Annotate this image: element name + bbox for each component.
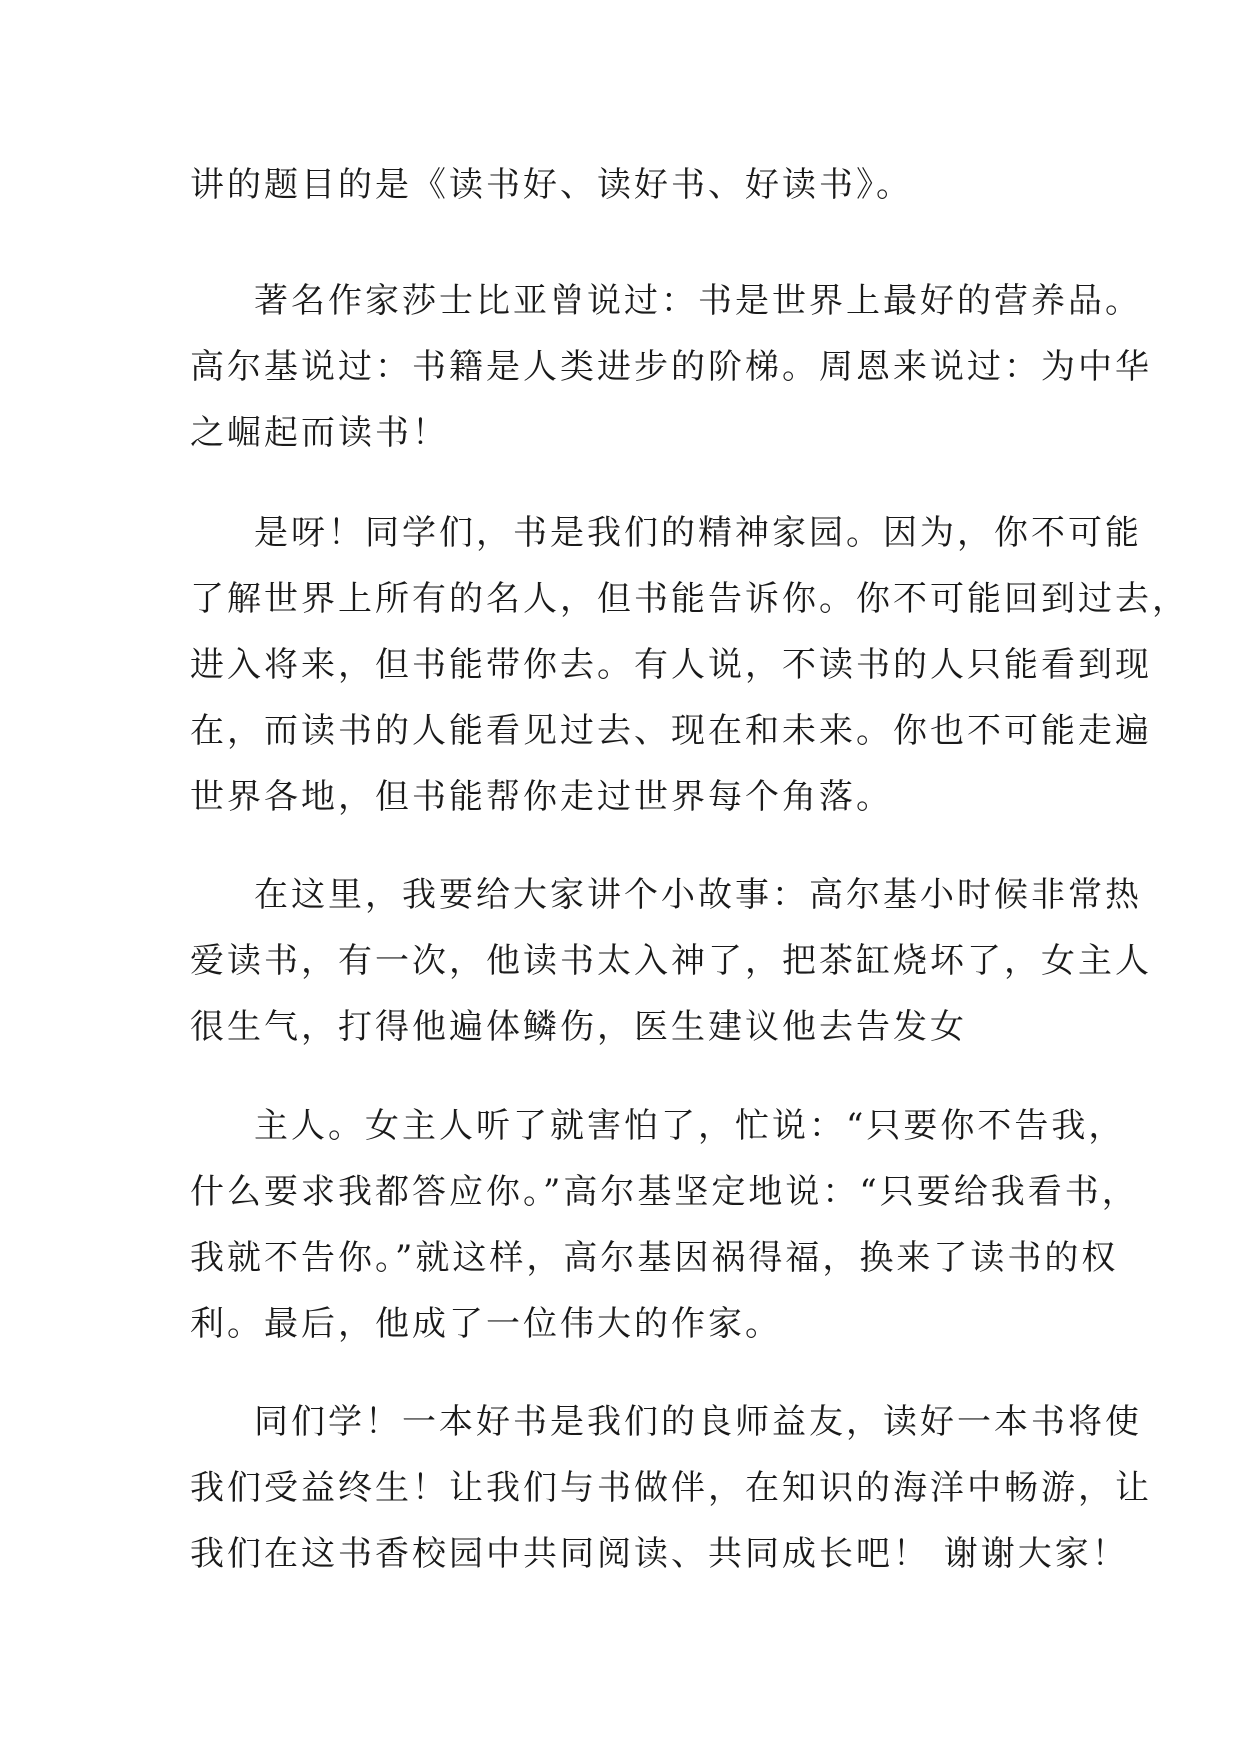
text-line: 很生气，打得他遍体鳞伤，医生建议他去告发女	[190, 1007, 967, 1047]
paragraph-title-line	[190, 152, 1070, 218]
text-line: 是呀！同学们，书是我们的精神家园。因为，你不可能	[254, 513, 1142, 553]
text-line: 爱读书，有一次，他读书太入神了，把茶缸烧坏了，女主人	[190, 941, 1152, 981]
text-line: 利。最后，他成了一位伟大的作家。	[190, 1304, 782, 1344]
paragraph-story	[190, 862, 1152, 1060]
paragraph-quotes	[190, 268, 1152, 466]
text-line: 之崛起而读书！	[190, 413, 449, 453]
text-line: 在，而读书的人能看见过去、现在和未来。你也不可能走遍	[190, 711, 1152, 751]
text-line: 高尔基说过：书籍是人类进步的阶梯。周恩来说过：为中华	[190, 347, 1152, 387]
text-line: 我们在这书香校园中共同阅读、共同成长吧！ 谢谢大家！	[190, 1534, 1129, 1574]
text-line: 著名作家莎士比亚曾说过：书是世界上最好的营养品。	[254, 281, 1142, 321]
text-line: 在这里，我要给大家讲个小故事：高尔基小时候非常热	[254, 875, 1142, 915]
text-line: 世界各地，但书能帮你走过世界每个角落。	[190, 777, 893, 817]
paragraph-story-continued	[190, 1093, 1139, 1357]
text-line: 我就不告你。”就这样，高尔基因祸得福，换来了读书的权	[190, 1238, 1119, 1278]
paragraph-closing	[190, 1389, 1152, 1587]
text-line: 我们受益终生！让我们与书做伴，在知识的海洋中畅游，让	[190, 1468, 1152, 1508]
paragraph-spiritual-home	[190, 500, 1189, 830]
text-line: 进入将来，但书能带你去。有人说，不读书的人只能看到现	[190, 645, 1152, 685]
text-line: 主人。女主人听了就害怕了，忙说：“只要你不告我，	[254, 1106, 1126, 1146]
text-line: 什么要求我都答应你。”高尔基坚定地说：“只要给我看书，	[190, 1172, 1139, 1212]
text-line: 了解世界上所有的名人，但书能告诉你。你不可能回到过去，	[190, 579, 1189, 619]
text-line: 讲的题目的是《读书好、读好书、好读书》。	[190, 165, 913, 205]
text-line: 同们学！一本好书是我们的良师益友，读好一本书将使	[254, 1402, 1142, 1442]
